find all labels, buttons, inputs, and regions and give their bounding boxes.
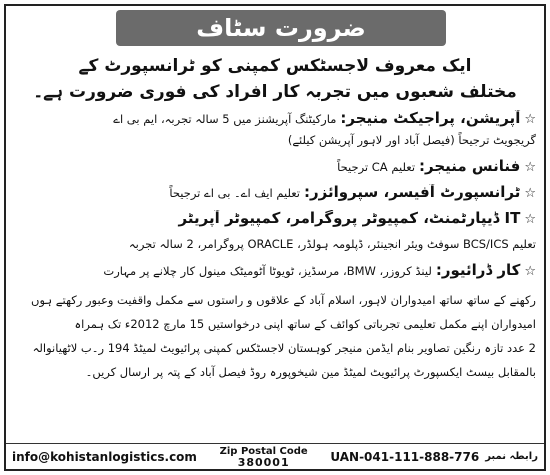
intro-line-2: مختلف شعبوں میں تجربہ کار افراد کی فوری ضرورت ہے۔ [33,82,517,102]
position-detail: تعلیم BCS/ICS سوفٹ ویئر انجینئر، ڈپلومہ ہولڈر، ORACLE پروگرامر، 2 سالہ تجربہ [128,237,536,251]
email-link[interactable]: info@kohistanlogistics.com [12,449,197,464]
uan-number[interactable]: UAN-041-111-888-776 [330,449,480,464]
position-driver [14,262,536,280]
star-icon: ☆ [524,160,536,175]
body-line-1: رکھنے کے ساتھ ساتھ امیدواران لاہور، اسلام آباد کے علاقوں و راستوں سے مکمل واقفیت وعبور رکھتے ہوں [31,293,536,307]
star-icon: ☆ [524,264,536,279]
star-icon: ☆ [524,186,536,201]
position-title: IT ڈیپارٹمنٹ، کمپیوٹر پروگرامر، کمپیوٹر آپریٹر [178,210,521,227]
contact-label: رابطہ نمبر [485,451,538,462]
uan-contact [330,450,538,464]
position-title: آپریشن، پراجیکٹ منیجر: [340,110,521,127]
star-icon: ☆ [524,212,536,227]
position-operations [14,110,536,128]
position-title: ٹرانسپورٹ آفیسر، سپروائزر: [304,184,521,201]
position-detail: تعلیم CA ترجیحاً [337,160,416,174]
position-title: کار ڈرائیور: [435,262,521,279]
body-line-4: بالمقابل بیسٹ ایکسپورٹ پرائیویٹ لمیٹڈ مین شیخوپورہ روڈ فیصل آباد کے پتہ پر ارسال کریں۔ [85,365,536,379]
position-finance [14,158,536,176]
position-detail: تعلیم ایف اے۔ بی اے ترجیحاً [169,186,301,200]
position-detail: مارکیٹنگ آپریشنز میں 5 سالہ تجربہ، ایم بی اے [113,112,337,126]
job-advertisement [4,4,546,471]
intro-line-1: ایک معروف لاجسٹکس کمپنی کو ٹرانسپورٹ کے [78,56,472,76]
star-icon: ☆ [524,112,536,127]
position-title: فنانس منیجر: [419,158,521,175]
ad-title: ضرورت سٹاف [196,14,366,42]
contact-footer [6,443,544,469]
body-line-2: امیدواران اپنے مکمل تعلیمی تجرباتی کوائف کے ساتھ اپنی درخواستیں 15 مارچ 2012ء تک ہمراہ [74,317,536,331]
position-detail-continued: گریجویٹ ترجیحاً (فیصل آباد اور لاہور آپریشن کیلئے) [287,133,536,147]
body-line-3: 2 عدد تازہ رنگین تصاویر بنام ایڈمن منیجر کوہستان لاجسٹکس کمپنی پرائیویٹ لمیٹڈ 194 ر۔ب لاٹھیانوالہ [32,341,536,355]
zip-label: Zip Postal Code [219,445,308,457]
position-transport [14,184,536,202]
zip-code: 380001 [237,455,290,469]
position-it [14,210,536,228]
header-banner [116,10,446,46]
zip-postal-code [220,446,308,468]
position-detail: لینڈ کروزر، BMW، مرسڈیز، ٹویوٹا آٹومیٹک مینول کار چلانے پر مہارت [103,264,432,278]
